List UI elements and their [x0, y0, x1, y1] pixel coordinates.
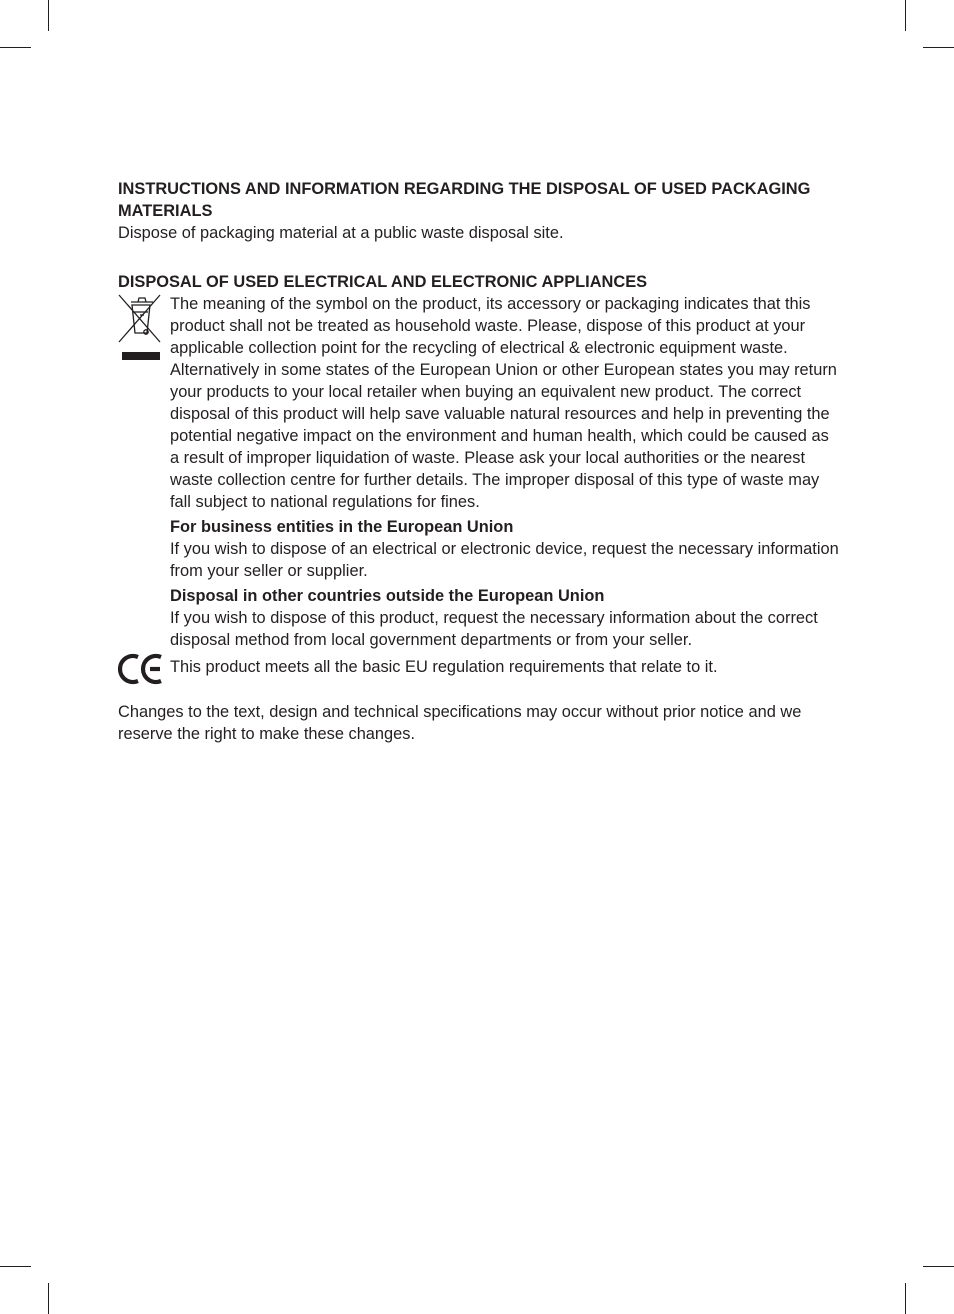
weee-heading: DISPOSAL OF USED ELECTRICAL AND ELECTRONIC APPLIANCES	[118, 273, 648, 291]
section-spacer	[118, 244, 840, 271]
packaging-text: Dispose of packaging material at a public waste disposal site.	[118, 224, 564, 242]
weee-section	[118, 271, 840, 678]
ce-mark-icon	[118, 652, 166, 686]
weee-row	[118, 293, 840, 651]
eu-business-heading: For business entities in the European Union	[170, 518, 514, 536]
non-eu-text: If you wish to dispose of this product, request the necessary information about the correct disposal method from local government departments or from your seller.	[170, 609, 818, 649]
weee-text-column	[170, 293, 840, 651]
ce-text: This product meets all the basic EU regulation requirements that relate to it.	[170, 658, 718, 676]
crop-mark-bottom-left-vertical	[48, 1283, 49, 1314]
crop-mark-top-left-horizontal	[0, 47, 31, 48]
crop-mark-bottom-left-horizontal	[0, 1266, 31, 1267]
crop-mark-bottom-right-horizontal	[923, 1266, 954, 1267]
packaging-heading: INSTRUCTIONS AND INFORMATION REGARDING THE DISPOSAL OF USED PACKAGING MATERIALS	[118, 180, 811, 220]
crop-mark-top-right-vertical	[905, 0, 906, 31]
non-eu-heading: Disposal in other countries outside the European Union	[170, 587, 605, 605]
packaging-section	[118, 178, 840, 244]
eu-business-text: If you wish to dispose of an electrical or electronic device, request the necessary information from your seller or supplier.	[170, 540, 839, 580]
document-body	[118, 178, 840, 745]
crop-mark-top-left-vertical	[48, 0, 49, 31]
crossed-out-wheelie-bin-icon	[118, 293, 164, 363]
ce-row	[118, 656, 840, 678]
changes-notice: Changes to the text, design and technical specifications may occur without prior notice and we reserve the right to make these changes.	[118, 703, 802, 743]
weee-text: The meaning of the symbol on the product, its accessory or packaging indicates that this product shall not be treated as household waste. Please, dispose of this product at your applicable collection point for the recycling of electrical & electronic equipment waste. Alternatively in some states of the European Union or other European states you may return your products to your local retailer when buying an equivalent new product. The correct disposal of this product will help save valuable natural resources and help in preventing the potential negative impact on the environment and human health, which could be caused as a result of improper liquidation of waste. Please ask your local authorities or the nearest waste collection centre for further details. The improper disposal of this type of waste may fall subject to national regulations for fines.	[170, 295, 837, 511]
crop-mark-top-right-horizontal	[923, 47, 954, 48]
ce-text-column	[170, 656, 840, 678]
crop-mark-bottom-right-vertical	[905, 1283, 906, 1314]
